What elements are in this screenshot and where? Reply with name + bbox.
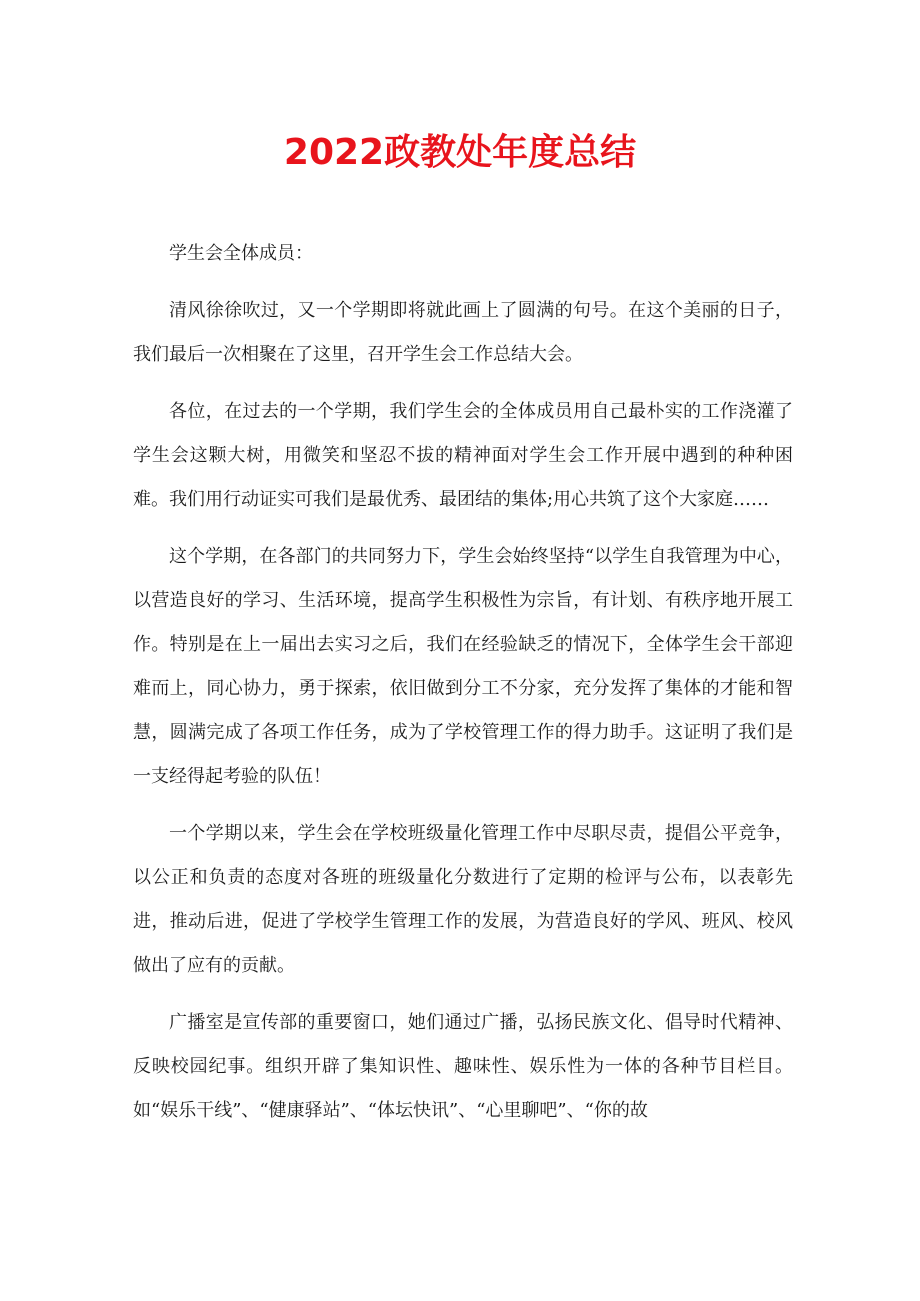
body-paragraph-2: 各位，在过去的一个学期，我们学生会的全体成员用自己最朴实的工作浇灌了学生会这颗大树，用微笑和坚忍不拔的精神面对学生会工作开展中遇到的种种困难。我们用行动证实可我们是最优秀、最团结的集体;用心共筑了这个大家庭…… bbox=[133, 401, 793, 510]
body-paragraph-3: 这个学期，在各部门的共同努力下，学生会始终坚持“以学生自我管理为中心，以营造良好的学习、生活环境，提高学生积极性为宗旨，有计划、有秩序地开展工作。特别是在上一届出去实习之后，我们在经验缺乏的情况下，全体学生会干部迎难而上，同心协力，勇于探索，依旧做到分工不分家，充分发挥了集体的才能和智慧，圆满完成了各项工作任务，成为了学校管理工作的得力助手。这证明了我们是一支经得起考验的队伍！ bbox=[133, 546, 793, 787]
document-body bbox=[133, 232, 793, 1146]
document-title: 2022政教处年度总结 bbox=[283, 132, 637, 173]
salutation-paragraph: 学生会全体成员： bbox=[169, 243, 313, 264]
body-paragraph-1: 清风徐徐吹过，又一个学期即将就此画上了圆满的句号。在这个美丽的日子，我们最后一次相聚在了这里，召开学生会工作总结大会。 bbox=[133, 300, 793, 365]
body-paragraph-5: 广播室是宣传部的重要窗口，她们通过广播，弘扬民族文化、倡导时代精神、反映校园纪事。组织开辟了集知识性、趣味性、娱乐性为一体的各种节目栏目。如“娱乐干线”、“健康驿站”、“体坛快讯”、“心里聊吧”、“你的故 bbox=[133, 1012, 793, 1121]
body-paragraph-4: 一个学期以来，学生会在学校班级量化管理工作中尽职尽责，提倡公平竞争，以公正和负责的态度对各班的班级量化分数进行了定期的检评与公布，以表彰先进，推动后进，促进了学校学生管理工作的发展，为营造良好的学风、班风、校风做出了应有的贡献。 bbox=[133, 823, 793, 976]
